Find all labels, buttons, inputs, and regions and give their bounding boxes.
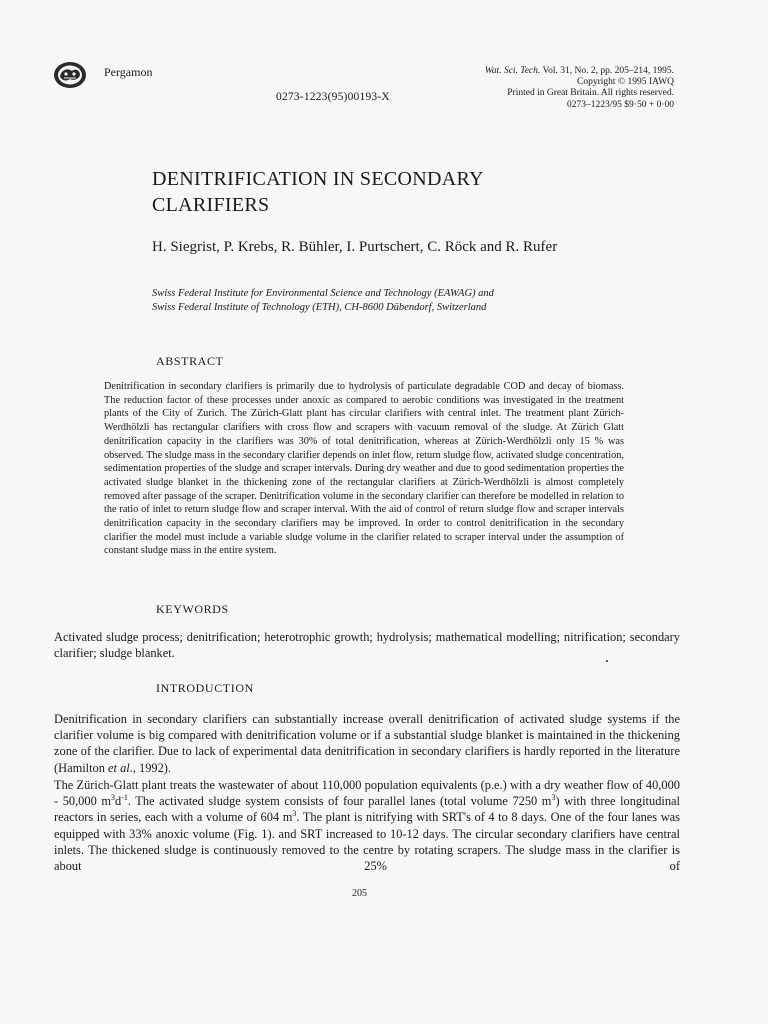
- publisher-name: Pergamon: [104, 65, 153, 79]
- journal-citation: [394, 66, 674, 77]
- intro-p1-etal: et al.: [108, 760, 133, 775]
- affiliation: [152, 287, 622, 314]
- keywords-heading: KEYWORDS: [156, 602, 229, 616]
- author-list: H. Siegrist, P. Krebs, R. Bühler, I. Purtschert, C. Röck and R. Rufer: [152, 239, 558, 255]
- copyright-notice: Copyright © 1995 IAWQ: [577, 77, 674, 88]
- intro-p2-sup-1: 3: [110, 793, 115, 803]
- pergamon-logo-icon: [52, 60, 88, 90]
- page-number: 205: [352, 888, 367, 899]
- price-code: 0273–1223/95 $9·50 + 0·00: [567, 99, 674, 110]
- print-speck: [606, 660, 608, 662]
- intro-p2-text-a: The Zürich-Glatt plant treats the wastewater of about 110,000 population equivalents (p.e.) with a dry weather flow of 40,000 - 50,000 m: [54, 778, 680, 809]
- intro-p2-text-c: . The activated sludge system consists of four parallel lanes (total volume 7250 m: [127, 794, 552, 809]
- intro-p2-text-b: d: [114, 794, 122, 809]
- journal-volume: Vol. 31, No. 2, pp. 205–214, 1995.: [540, 66, 674, 76]
- affiliation-line-2: Swiss Federal Institute of Technology (ETH), CH-8600 Dübendorf, Switzerland: [152, 301, 487, 313]
- introduction-paragraph-2: [54, 777, 680, 874]
- intro-p2-sup-4: 3: [292, 809, 297, 819]
- abstract-text: Denitrification in secondary clarifiers is primarily due to hydrolysis of particulate degradable COD and decay of biomass. The reduction factor of these processes under anoxic as compared to aerobic conditions was investigated in the treatment plants of the City of Zurich. The Zürich-Glatt plant has circular clarifiers with central inlet. The treatment plant Zürich-Werdhölzli has rectangular clarifiers with cross flow and scrapers with vacuum removal of the sludge. At Zürich Glatt denitrification capacity in the clarifiers was 30% of total denitrification, whereas at Zürich-Werdhölzli only 15 % was observed. The sludge mass in the secondary clarifier depends on inlet flow, return sludge flow, activated sludge concentration, sedimentation properties of the sludge and scraper intervals. During dry weather and due to good sedimentation properties the activated sludge blanket in the thickening zone of the rectangular clarifiers at Zürich-Werdhölzli is almost completely removed after passage of the scraper. Denitrification volume in the secondary clarifier can therefore be modelled in relation to the ratio of inlet to return sludge flow and scraper interval. With the aid of control of return sludge flow and scraper intervals denitrification capacity in the secondary clarifiers may be improved. In order to control denitrification in the secondary clarifier the model must include a variable sludge volume in the clarifier related to scraper interval under the assumption of constant sludge mass in the entire system.: [104, 381, 624, 557]
- intro-p1-text-end: , 1992).: [132, 760, 172, 775]
- journal-citation-block: [394, 66, 674, 111]
- intro-p2-sup-3: 3: [551, 793, 556, 803]
- abstract-heading: ABSTRACT: [156, 354, 224, 368]
- document-identifier: 0273-1223(95)00193-X: [276, 91, 390, 103]
- keywords-text: Activated sludge process; denitrification; heterotrophic growth; hydrolysis; mathematical modelling; nitrification; secondary clarifier; sludge blanket.: [54, 630, 680, 660]
- affiliation-line-1: Swiss Federal Institute for Environmental Science and Technology (EAWAG) and: [152, 288, 494, 299]
- introduction-paragraph-1: [54, 711, 680, 776]
- intro-p1-text: Denitrification in secondary clarifiers can substantially increase overall denitrification of activated sludge systems if the clarifier volume is big compared with denitrification volume or if a substantial sludge blanket is maintained in the thickening zone of the clarifier. Due to lack of experimental data denitrification in secondary clarifiers is hardly reported in the literature (Hamilton: [54, 712, 680, 775]
- printed-notice: Printed in Great Britain. All rights reserved.: [507, 88, 674, 99]
- intro-p2-text-e: . The plant is nitrifying with SRT's of 4 to 8 days. One of the four lanes was equipped with 33% anoxic volume (Fig. 1). and SRT increased to 10-12 days. The circular secondary clarifiers have central inlets. The thickened sludge is continuously removed to the centre by rotating scrapers. The sludge mass in the clarifier is about 25% of: [54, 810, 680, 874]
- introduction-heading: INTRODUCTION: [156, 681, 254, 695]
- intro-p2-text-d: ) with three longitudinal reactors in series, each with a volume of 604 m: [54, 794, 680, 825]
- paper-title: DENITRIFICATION IN SECONDARY CLARIFIERS: [152, 168, 483, 216]
- intro-p2-sup-2: -1: [121, 793, 128, 803]
- journal-name: Wat. Sci. Tech.: [484, 66, 541, 76]
